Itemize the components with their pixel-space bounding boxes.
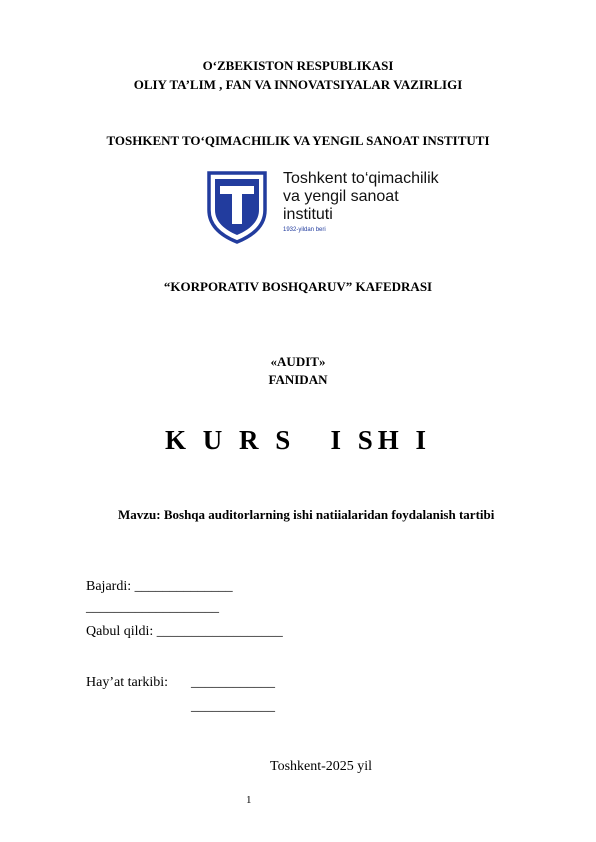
shield-logo-icon (206, 170, 268, 244)
subject-suffix: FANIDAN (268, 372, 328, 387)
logo-since: 1932-yildan beri (283, 227, 326, 233)
subject-name: «AUDIT» (270, 354, 326, 369)
logo-text-line-3: instituti (283, 206, 333, 223)
ministry-line-1: O‘ZBEKISTON RESPUBLIKASI (202, 58, 394, 73)
institute-name: TOSHKENT TO‘QIMACHILIK VA YENGIL SANOAT INSTITUTI (106, 133, 490, 148)
logo-text-line-1: Toshkent to‘qimachilik (283, 170, 439, 187)
bajardi-field: Bajardi: ______________ (86, 579, 233, 594)
document-title: K U R S I SH I (164, 425, 432, 455)
place-year: Toshkent-2025 yil (270, 759, 373, 774)
department-name: “KORPORATIV BOSHQARUV” KAFEDRASI (163, 279, 433, 294)
page-number: 1 (246, 794, 252, 806)
qabul-field: Qabul qildi: __________________ (86, 624, 283, 639)
hayat-line-1: ____________ (191, 675, 275, 690)
hayat-line-2: ____________ (191, 699, 275, 714)
blank-line: ___________________ (86, 600, 219, 615)
logo-text-line-2: va yengil sanoat (283, 188, 399, 205)
hayat-label: Hay’at tarkibi: (86, 675, 169, 690)
institute-logo (206, 170, 454, 246)
topic: Mavzu: Boshqa auditorlarning ishi natiialaridan foydalanish tartibi (118, 507, 495, 522)
ministry-line-2: OLIY TA’LIM , FAN VA INNOVATSIYALAR VAZIRLIGI (133, 77, 463, 92)
